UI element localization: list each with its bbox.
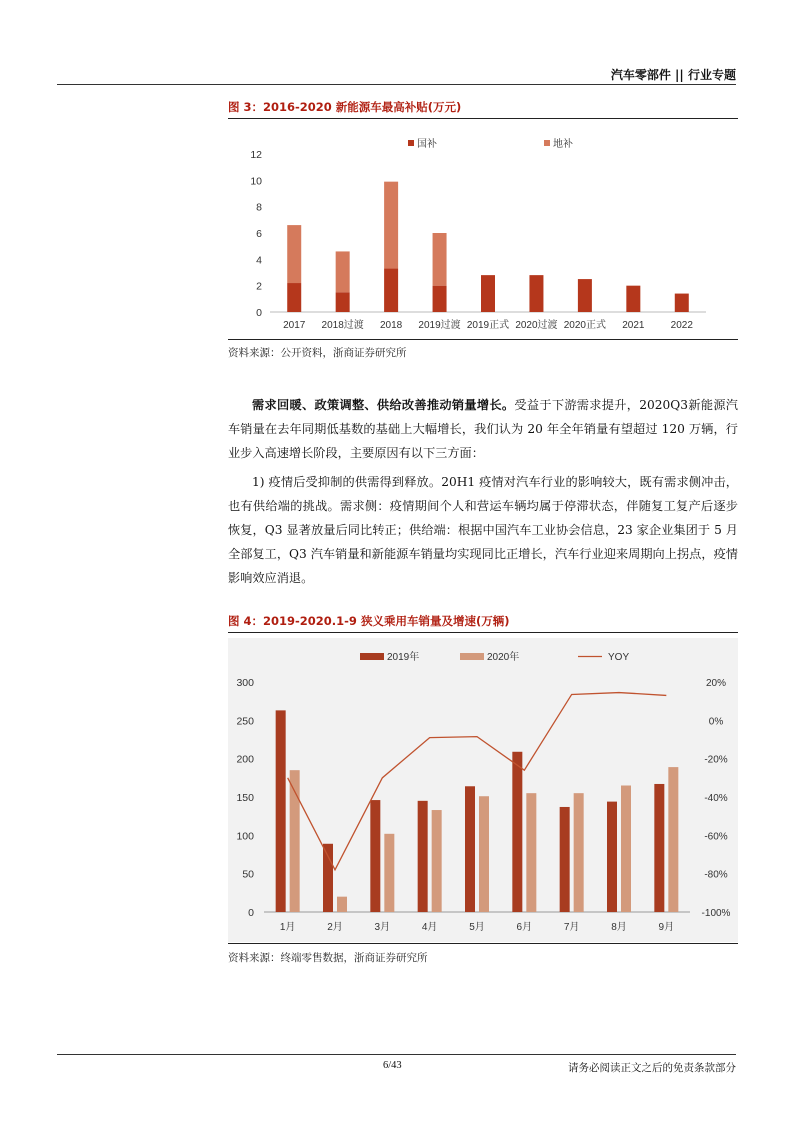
legend-swatch (408, 140, 414, 146)
x-tick-label: 2017 (283, 320, 306, 331)
x-tick-label: 8月 (611, 922, 627, 933)
lead-bold: 需求回暖、政策调整、供给改善推动销量增长。 (252, 398, 515, 412)
bar-2020 (574, 793, 584, 912)
bar-guobu (578, 279, 592, 312)
lead-paragraph (228, 394, 738, 465)
figure3-title: 图 3：2016-2020 新能源车最高补贴(万元) (228, 100, 462, 114)
bar-2019 (560, 807, 570, 912)
bar-2020 (432, 810, 442, 912)
figure3-bottom-rule (228, 339, 738, 340)
bar-2019 (654, 784, 664, 912)
y-left-tick-label: 50 (242, 868, 254, 881)
bar-2019 (370, 800, 380, 912)
y-tick-label: 0 (256, 307, 262, 319)
y-left-tick-label: 100 (236, 830, 254, 843)
bar-2019 (323, 844, 333, 912)
y-right-tick-label: -80% (704, 869, 728, 881)
figure3-top-rule (228, 118, 738, 119)
y-tick-label: 4 (256, 254, 262, 267)
bar-guobu (529, 275, 543, 312)
y-tick-label: 2 (256, 280, 262, 293)
header-divider (57, 84, 736, 85)
legend-label-2020: 2020年 (487, 652, 520, 663)
bar-dibu (336, 251, 350, 292)
x-tick-label: 2月 (327, 922, 343, 933)
y-left-tick-label: 150 (236, 792, 254, 804)
bar-guobu (675, 294, 689, 312)
x-tick-label: 7月 (563, 922, 580, 933)
bar-guobu (626, 286, 640, 312)
page-header-title: 汽车零部件 || 行业专题 (610, 68, 736, 82)
x-tick-label: 6月 (516, 922, 533, 933)
footer-disclaimer: 请务必阅读正文之后的免责条款部分 (568, 1062, 736, 1074)
figure4-source: 资料来源：终端零售数据，浙商证券研究所 (228, 952, 428, 964)
bar-guobu (336, 292, 350, 312)
page-number: 6/43 (383, 1060, 402, 1071)
bar-guobu (287, 283, 301, 312)
y-right-tick-label: -40% (704, 793, 728, 804)
bar-2019 (465, 786, 475, 912)
bar-2019 (276, 710, 286, 912)
x-tick-label: 2018过渡 (321, 320, 364, 331)
figure4-chart (228, 638, 738, 942)
legend-label: 国补 (417, 139, 437, 150)
bar-2020 (526, 793, 536, 912)
x-tick-label: 5月 (469, 922, 485, 933)
x-tick-label: 9月 (658, 922, 675, 933)
legend-label: 地补 (553, 139, 573, 150)
body-text (228, 394, 738, 590)
figure4-top-rule (228, 632, 738, 633)
y-left-tick-label: 0 (248, 907, 254, 919)
bar-2020 (384, 834, 394, 912)
bar-2019 (418, 801, 428, 912)
x-tick-label: 2019正式 (466, 320, 510, 331)
y-tick-label: 8 (256, 201, 262, 214)
bar-dibu (433, 233, 447, 286)
legend-label-2019: 2019年 (387, 652, 420, 663)
point1-paragraph: 1) 疫情后受抑制的供需得到释放。20H1 疫情对汽车行业的影响较大，既有需求侧冲击，也有供给端的挑战。需求侧：疫情期间个人和营运车辆均属于停滞状态，伴随复工复产后逐步恢复，Q3 显著放量后同比转正；供给端：根据中国汽车工业协会信息，23 家企业集团于 5 月全部复工，Q3 汽车销量和新能源车销量均实现同比正增长，汽车行业迎来周期向上拐点，疫情影响效应消退。 (228, 475, 738, 585)
bar-dibu (384, 182, 398, 269)
y-right-tick-label: 20% (705, 678, 727, 689)
footer-divider (57, 1054, 736, 1055)
bar-2020 (479, 796, 489, 912)
bar-guobu (384, 269, 398, 312)
figure4-title: 图 4：2019-2020.1-9 狭义乘用车销量及增速(万辆) (228, 614, 510, 628)
legend-swatch (544, 140, 550, 146)
bar-2020 (621, 786, 631, 913)
y-right-tick-label: 0% (708, 716, 724, 728)
bar-2020 (337, 897, 347, 912)
legend-swatch-2019 (360, 653, 384, 660)
x-tick-label: 1月 (279, 922, 296, 933)
figure4-bottom-rule (228, 943, 738, 944)
x-tick-label: 4月 (421, 922, 438, 933)
x-tick-label: 2020正式 (563, 320, 607, 331)
y-tick-label: 10 (250, 175, 262, 188)
x-tick-label: 2020过渡 (515, 320, 558, 331)
bar-dibu (287, 225, 301, 283)
y-left-tick-label: 300 (236, 677, 254, 689)
y-left-tick-label: 200 (236, 753, 254, 766)
y-right-tick-label: -60% (704, 831, 728, 843)
x-tick-label: 2022 (670, 320, 693, 331)
bar-2019 (512, 752, 522, 912)
x-tick-label: 2021 (622, 320, 645, 331)
figure3-chart (228, 122, 738, 337)
bar-2020 (668, 767, 678, 912)
y-right-tick-label: -20% (704, 754, 728, 766)
x-tick-label: 2019过渡 (418, 320, 461, 331)
bar-guobu (433, 286, 447, 312)
bar-guobu (481, 275, 495, 312)
x-tick-label: 3月 (374, 922, 391, 933)
y-tick-label: 12 (250, 149, 262, 161)
legend-label-yoy: YOY (608, 652, 630, 663)
figure3-source: 资料来源：公开资料，浙商证券研究所 (228, 347, 407, 359)
lead-text: 受益于下游需求提升，2020Q3新能源汽车销量在去年同期低基数的基础上大幅增长，我们认为 20 年全年销量有望超过 120 万辆，行业步入高速增长阶段，主要原因有以下三方面： (228, 398, 738, 460)
legend-swatch-2020 (460, 653, 484, 660)
y-left-tick-label: 250 (236, 715, 254, 728)
y-tick-label: 6 (256, 228, 262, 240)
x-tick-label: 2018 (379, 320, 403, 331)
bar-2019 (607, 802, 617, 912)
y-right-tick-label: -100% (701, 908, 731, 919)
